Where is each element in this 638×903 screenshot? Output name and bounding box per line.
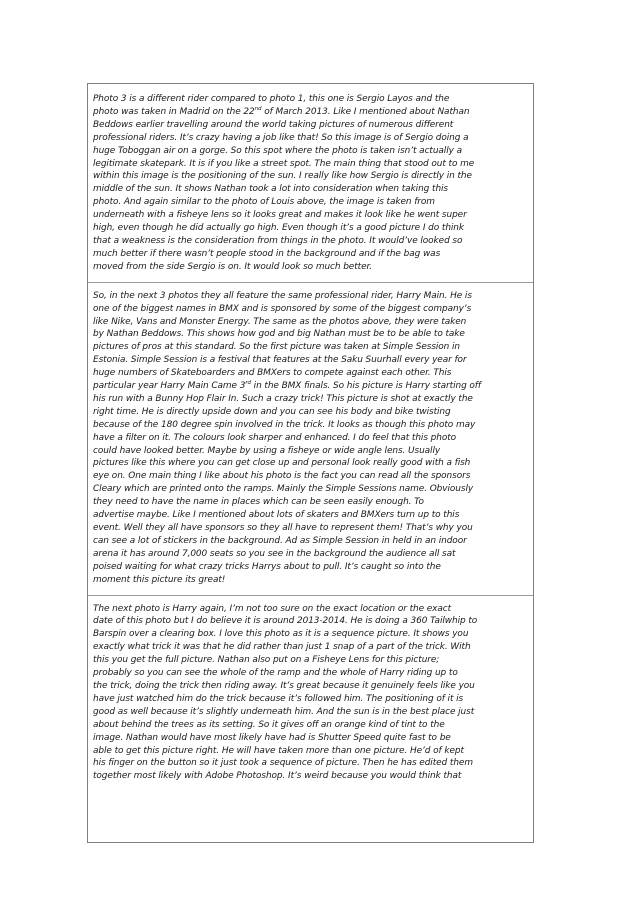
divider-line [88,595,533,596]
ordinal-suffix: nd [254,105,262,112]
text-line: huge Toboggan air on a gorge. So this spot where the photo is taken isn’t actually a [93,145,462,156]
text-line: event. Well they all have sponsors so they all have to represent them! That’s why you [93,523,473,533]
text-line: legitimate skatepark. It is if you like a street spot. The main thing that stood out to me [93,158,475,169]
text-line: advertise maybe. Like I mentioned about lots of skaters and BMXers turn up to this [93,510,460,521]
text-line: could have looked better. Maybe by using a fisheye or wide angle lens. Usually [93,445,441,456]
text-line: pictures of pros at this standard. So the first picture was taken at Simple Session in [93,342,461,353]
text-line: able to get this picture right. He will have taken more than one picture. He’d of kept [93,745,464,756]
text-line: good as well because it’s slightly underneath him. And the sun is in the best place just [93,706,475,717]
text-line: underneath with a fisheye lens so it looks great and makes it look like he went super [93,210,467,221]
text-line [93,106,528,119]
divider-line [88,282,533,283]
text-line: right time. He is directly upside down and you can see his body and bike twisting [93,406,451,417]
text-line [93,380,528,393]
text-line: professional riders. It’s crazy having a job like that! So this image is of Sergio doing a [93,132,469,143]
text-line: because of the 180 degree spin involved in the trick. It looks as though this photo may [93,419,476,430]
text-line: Beddows earlier travelling around the world taking pictures of numerous different [93,119,454,130]
text-line: eye on. One main thing I like about his photo is the fact you can read all the sponsors [93,471,471,482]
text-line: the trick, doing the trick then riding away. It’s great because it genuinely feels like you [93,680,475,691]
text-line-part: particular year Harry Main Came 3 [93,381,246,392]
paragraph-harry-tailwhip [93,603,528,784]
text-line: one of the biggest names in BMX and is sponsored by some of the biggest company’s [93,303,472,314]
text-line: poised waiting for what crazy tricks Harrys about to pull. It’s caught so into the [93,561,441,572]
text-line: moment this picture its great! [93,574,226,585]
text-line: his finger on the button so it just took a sequence of picture. Then he has edited them [93,758,473,769]
text-line: pictures like this where you can get close up and personal look really good with a fish [93,458,471,469]
text-line: exactly what trick it was that he did rather than just 1 snap of a part of the trick. With [93,642,471,653]
paragraph-sergio-layos [93,93,528,274]
text-line: by Nathan Beddows. This shows how god and big Nathan must be to be able to take [93,329,465,340]
text-line: So, in the next 3 photos they all feature the same professional rider, Harry Main. He is [93,290,472,301]
text-line: his run with a Bunny Hop Flair In. Such a crazy trick! This picture is shot at exactly the [93,393,473,404]
text-line: Barspin over a clearing box. I love this photo as it is a sequence picture. It shows you [93,629,469,640]
text-line: can see a lot of stickers in the background. Ad as Simple Session in held in an indoor [93,535,467,546]
text-line: probably so you can see the whole of the ramp and the whole of Harry riding up to [93,668,458,679]
text-line: photo. And again similar to the photo of Louis above, the image is taken from [93,197,435,208]
text-line: date of this photo but I do believe it is around 2013-2014. He is doing a 360 Tailwhip to [93,616,478,627]
text-line: arena it has around 7,000 seats so you see in the background the audience all sat [93,548,456,559]
text-line: like Nike, Vans and Monster Energy. The same as the photos above, they were taken [93,316,467,327]
text-line: high, even though he did actually go high. Even though it’s a good picture I do think [93,223,464,234]
text-line: Photo 3 is a different rider compared to photo 1, this one is Sergio Layos and the [93,94,450,104]
text-line-part: of March 2013. Like I mentioned about Nathan [261,106,470,117]
text-line: together most likely with Adobe Photoshop. It’s weird because you would think that [93,771,462,782]
text-line: about behind the trees as its setting. So it gives off an orange kind of tint to the [93,719,445,730]
text-line: they need to have the name in places which can be seen easily enough. To [93,497,424,508]
text-line: moved from the side Sergio is on. It would look so much better. [93,261,373,272]
text-line: have a filter on it. The colours look sharper and enhanced. I do feel that this photo [93,432,457,443]
text-line: within this image is the positioning of the sun. I really like how Sergio is directly in the [93,171,472,182]
text-line: middle of the sun. It shows Nathan took a lot into consideration when taking this [93,184,449,195]
text-line: that a weakness is the consideration from things in the photo. It would’ve looked so [93,235,463,246]
text-line: Cleary which are printed onto the ramps. Mainly the Simple Sessions name. Obviously [93,484,474,495]
document-text-box [87,83,534,843]
text-line: have just watched him do the trick because it’s followed him. The positioning of it is [93,693,464,704]
text-line: huge numbers of Skateboarders and BMXers to compete against each other. This [93,368,452,379]
text-line-part: in the BMX finals. So his picture is Harry starting off [250,381,481,392]
text-line: The next photo is Harry again, I’m not too sure on the exact location or the exact [93,603,452,614]
paragraph-harry-main-intro [93,290,528,587]
text-line-part: photo was taken in Madrid on the 22 [93,106,255,117]
ordinal-suffix: rd [245,380,251,387]
text-line: much better if there wasn’t people stood in the background and if the bag was [93,248,441,259]
text-line: image. Nathan would have most likely have had is Shutter Speed quite fast to be [93,732,451,743]
text-line: this you get the full picture. Nathan also put on a Fisheye Lens for this picture; [93,655,440,666]
text-line: Estonia. Simple Session is a festival that features at the Saku Suurhall every year for [93,355,467,366]
